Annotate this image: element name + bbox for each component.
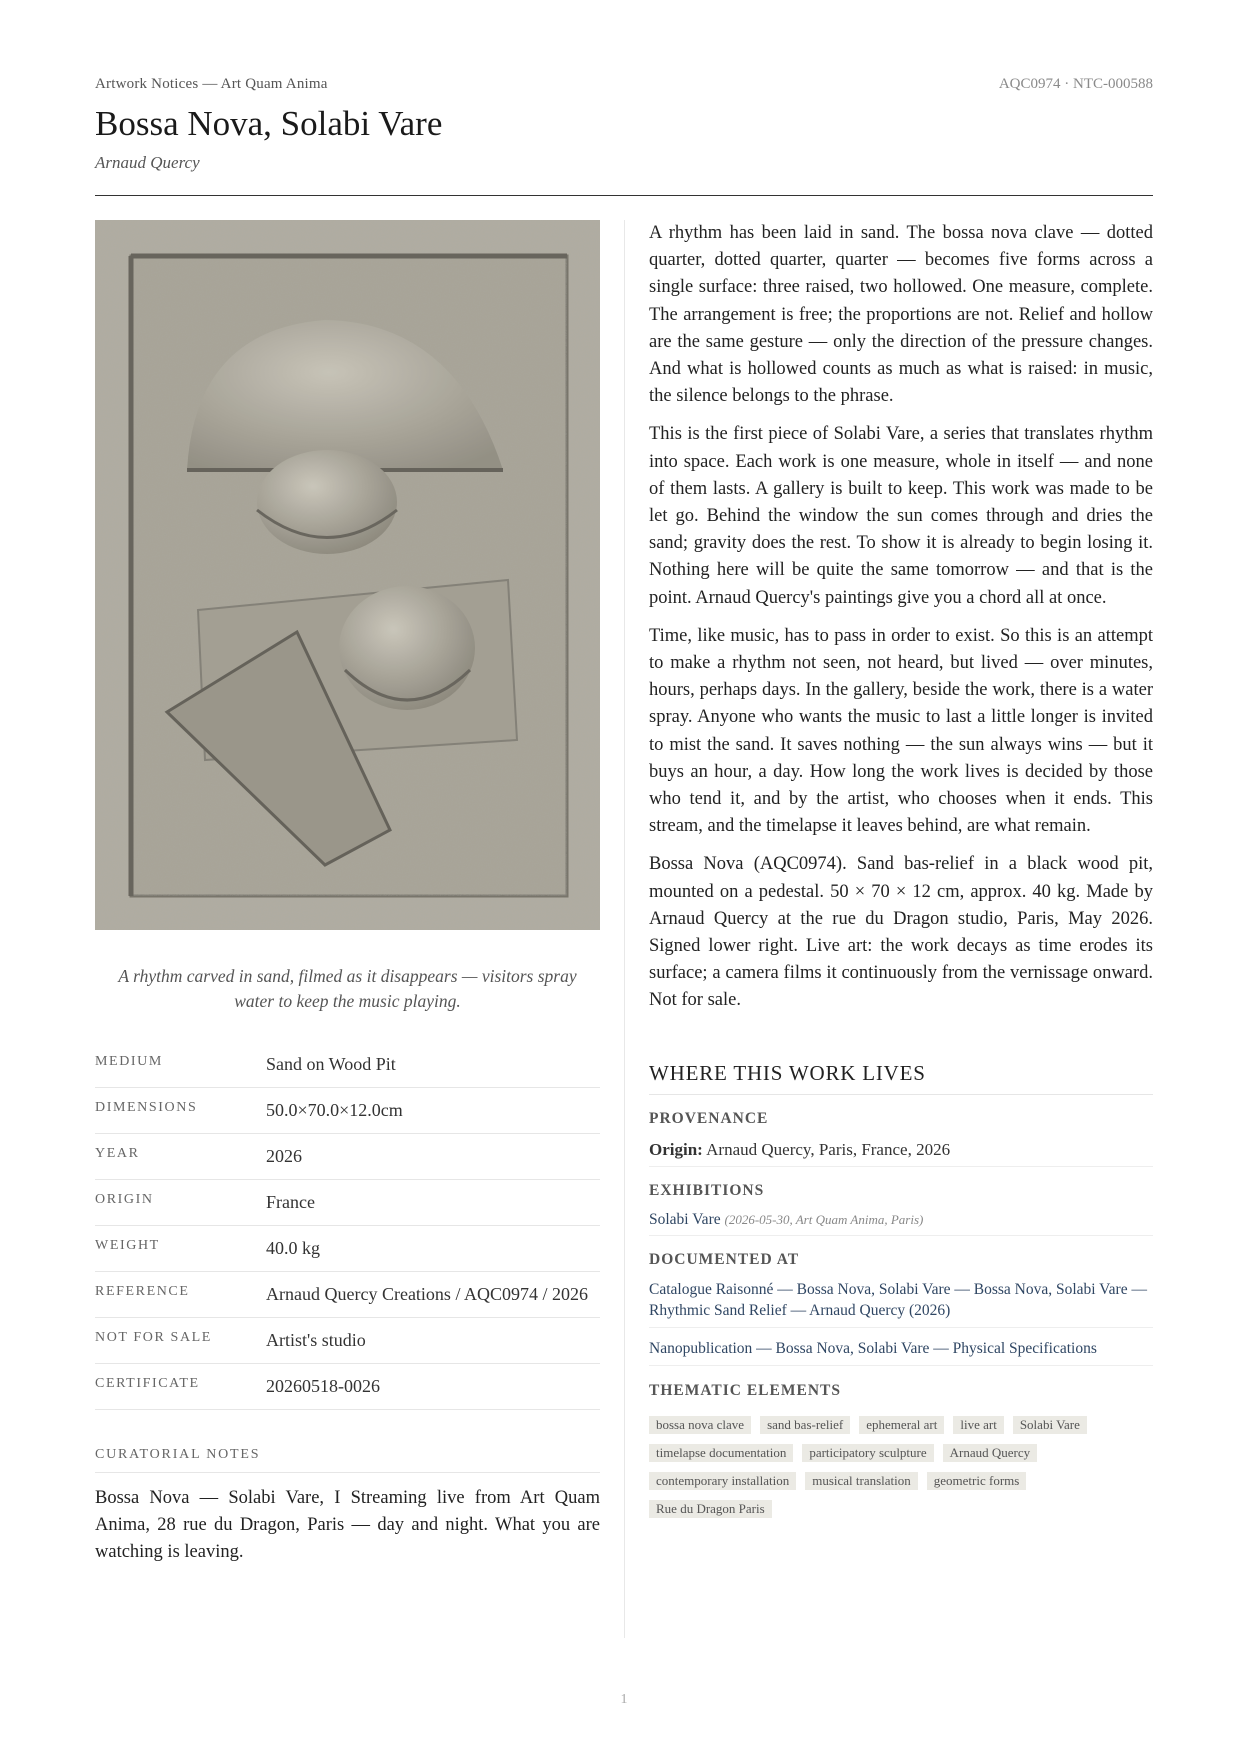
spec-label: WEIGHT xyxy=(95,1238,160,1253)
tag[interactable]: ephemeral art xyxy=(859,1416,944,1434)
artwork-caption: A rhythm carved in sand, filmed as it disappears — visitors spray water to keep the music playing. xyxy=(118,966,577,1011)
spec-label: YEAR xyxy=(95,1146,140,1161)
right-column xyxy=(649,220,1153,1518)
spec-row-dimensions xyxy=(95,1088,600,1134)
tag-list xyxy=(649,1416,1129,1518)
spec-value: 20260518-0026 xyxy=(266,1376,380,1396)
spec-label: REFERENCE xyxy=(95,1284,190,1299)
documented-link-catalogue[interactable]: Catalogue Raisonné — Bossa Nova, Solabi Vare — Bossa Nova, Solabi Vare — Rhythmic Sand Relief — Arnaud Quercy (2026) xyxy=(649,1279,1153,1328)
body-paragraph: A rhythm has been laid in sand. The bossa nova clave — dotted quarter, dotted quarter, quarter — becomes five forms across a single surface: three raised, two hollowed. One measure, complete. The arrangement is free; the proportions are not. Relief and hollow are the same gesture — only the direction of the pressure changes. And what is hollowed counts as much as what is raised: in music, the silence belongs to the phrase. xyxy=(649,223,1153,407)
page-title: Bossa Nova, Solabi Vare xyxy=(95,104,443,143)
spec-label: DIMENSIONS xyxy=(95,1100,198,1115)
curatorial-notes-text: Bossa Nova — Solabi Vare, I Streaming live from Art Quam Anima, 28 rue du Dragon, Paris — day and night. What you are watching is leaving. xyxy=(95,1488,600,1562)
spec-table xyxy=(95,1042,600,1410)
spec-value: 50.0×70.0×12.0cm xyxy=(266,1100,403,1120)
tag[interactable]: live art xyxy=(953,1416,1003,1434)
tag[interactable]: geometric forms xyxy=(927,1472,1027,1490)
header-divider xyxy=(95,195,1153,196)
artwork-image xyxy=(95,220,600,930)
provenance-origin xyxy=(649,1140,1153,1167)
exhibition-item xyxy=(649,1211,1153,1236)
header-top xyxy=(95,76,1153,100)
tag[interactable]: Solabi Vare xyxy=(1013,1416,1087,1434)
artist-name: Arnaud Quercy xyxy=(95,153,200,172)
tag[interactable]: Arnaud Quercy xyxy=(943,1444,1038,1462)
spec-row-medium xyxy=(95,1042,600,1088)
left-column xyxy=(95,220,600,1566)
documented-at-heading: DOCUMENTED AT xyxy=(649,1250,800,1268)
spec-row-reference xyxy=(95,1272,600,1318)
tag[interactable]: contemporary installation xyxy=(649,1472,796,1490)
spec-value: Sand on Wood Pit xyxy=(266,1054,396,1074)
sand-relief-illustration xyxy=(95,220,600,930)
curatorial-notes-heading: CURATORIAL NOTES xyxy=(95,1447,600,1473)
tag[interactable]: bossa nova clave xyxy=(649,1416,751,1434)
documented-link-nanopublication[interactable]: Nanopublication — Bossa Nova, Solabi Vare — Physical Specifications xyxy=(649,1338,1153,1366)
exhibition-meta: (2026-05-30, Art Quam Anima, Paris) xyxy=(724,1211,924,1227)
spec-row-origin xyxy=(95,1180,600,1226)
series-label: Artwork Notices — Art Quam Anima xyxy=(95,76,328,92)
reference-id: AQC0974 · NTC-000588 xyxy=(998,76,1153,92)
page-number: 1 xyxy=(620,1692,628,1707)
tag[interactable]: sand bas-relief xyxy=(760,1416,850,1434)
tag[interactable]: participatory sculpture xyxy=(802,1444,933,1462)
exhibitions-heading: EXHIBITIONS xyxy=(649,1181,765,1199)
provenance-heading: PROVENANCE xyxy=(649,1109,769,1127)
spec-label: ORIGIN xyxy=(95,1192,154,1207)
notice-page xyxy=(95,0,1153,1754)
body-paragraph: This is the first piece of Solabi Vare, a series that translates rhythm into space. Each work is one measure, whole in itself — and none of them lasts. A gallery is built to keep. This work was made to be let go. Behind the window the sun comes through and dries the sand; gravity does the rest. To show it is already to begin losing it. Nothing here will be quite the same tomorrow — and that is the point. Arnaud Quercy's paintings give you a chord all at once. xyxy=(649,424,1153,608)
spec-row-year xyxy=(95,1134,600,1180)
tag[interactable]: Rue du Dragon Paris xyxy=(649,1500,772,1518)
spec-label: CERTIFICATE xyxy=(95,1376,200,1391)
spec-label: NOT FOR SALE xyxy=(95,1330,212,1345)
column-divider xyxy=(624,220,625,1638)
where-this-work-lives-heading: WHERE THIS WORK LIVES xyxy=(649,1061,1153,1095)
body-paragraph: Time, like music, has to pass in order to exist. So this is an attempt to make a rhythm not seen, not heard, but lived — over minutes, hours, perhaps days. In the gallery, beside the work, there is a water spray. Anyone who wants the music to last a little longer is invited to mist the sand. It saves nothing — the sun always wins — but it buys an hour, a day. How long the work lives is decided by those who tend it, and by the artist, who chooses when it ends. This stream, and the timelapse it leaves behind, are what remain. xyxy=(649,625,1153,837)
spec-value: Artist's studio xyxy=(266,1330,366,1350)
origin-value: Arnaud Quercy, Paris, France, 2026 xyxy=(706,1139,951,1159)
spec-row-not-for-sale xyxy=(95,1318,600,1364)
tag[interactable]: musical translation xyxy=(805,1472,918,1490)
tag[interactable]: timelapse documentation xyxy=(649,1444,793,1462)
spec-value: Arnaud Quercy Creations / AQC0974 / 2026 xyxy=(266,1284,588,1304)
spec-value: 2026 xyxy=(266,1146,302,1166)
exhibition-link[interactable]: Solabi Vare xyxy=(649,1210,721,1228)
spec-label: MEDIUM xyxy=(95,1054,163,1069)
body-paragraph: Bossa Nova (AQC0974). Sand bas-relief in a black wood pit, mounted on a pedestal. 50 × 70 × 12 cm, approx. 40 kg. Made by Arnaud Quercy at the rue du Dragon studio, Paris, May 2026. Signed lower right. Live art: the work decays as time erodes its surface; a camera films it continuously from the vernissage onward. Not for sale. xyxy=(649,854,1153,1011)
spec-row-certificate xyxy=(95,1364,600,1410)
spec-value: France xyxy=(266,1192,315,1212)
thematic-elements-heading: THEMATIC ELEMENTS xyxy=(649,1381,841,1399)
origin-label: Origin: xyxy=(649,1139,703,1159)
spec-row-weight xyxy=(95,1226,600,1272)
spec-value: 40.0 kg xyxy=(266,1238,320,1258)
